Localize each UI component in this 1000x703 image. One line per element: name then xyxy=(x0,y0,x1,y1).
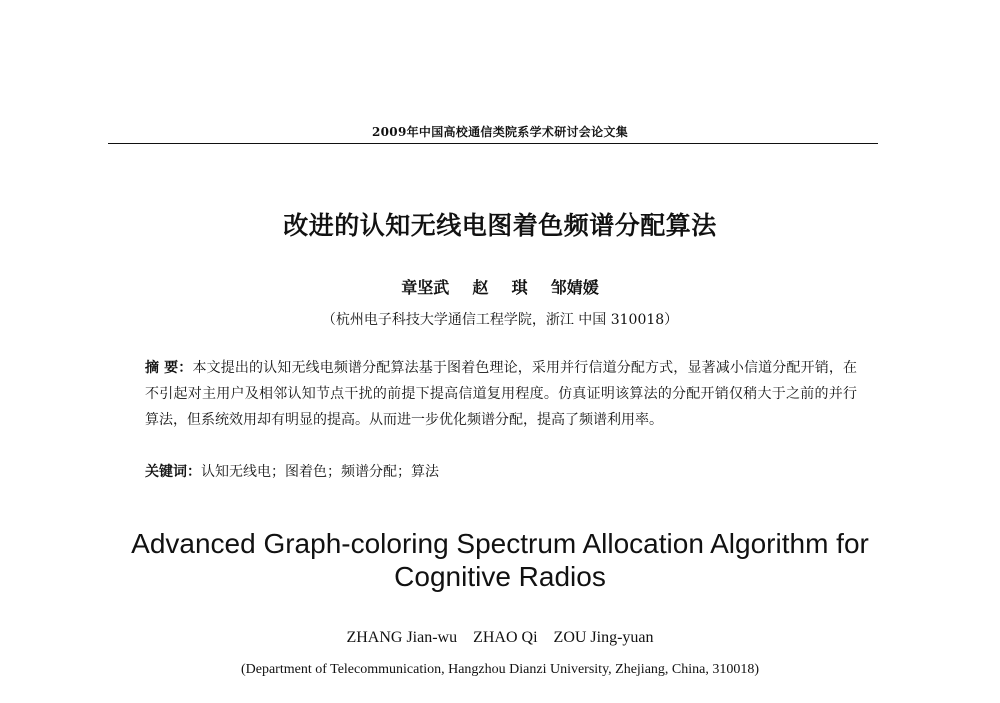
english-title: Advanced Graph-coloring Spectrum Allocation Algorithm for Cognitive Radios xyxy=(131,528,869,592)
header-rule xyxy=(108,143,878,144)
keywords-label: 关键词： xyxy=(145,464,201,480)
chinese-authors: 章坚武 赵 琪 邹婧媛 xyxy=(401,278,599,297)
running-header: 2009年中国高校通信类院系学术研讨会论文集 xyxy=(372,125,628,139)
abstract-text: 本文提出的认知无线电频谱分配算法基于图着色理论，采用并行信道分配方式，显著减小信道分配开销，在不引起对主用户及相邻认知节点干扰的前提下提高信道复用程度。仿真证明该算法的分配开销仅稍大于之前的并行算法，但系统效用却有明显的提高。从而进一步优化频谱分配，提高了频谱利用率。 xyxy=(145,360,858,428)
chinese-title: 改进的认知无线电图着色频谱分配算法 xyxy=(283,211,717,240)
keywords-text: 认知无线电；图着色；频谱分配；算法 xyxy=(201,464,439,480)
english-authors: ZHANG Jian-wu ZHAO Qi ZOU Jing-yuan xyxy=(346,629,654,646)
chinese-affiliation: （杭州电子科技大学通信工程学院，浙江 中国 310018） xyxy=(321,312,679,328)
chinese-keywords xyxy=(145,461,857,483)
abstract-label: 摘 要： xyxy=(145,360,193,376)
chinese-abstract xyxy=(145,355,857,433)
english-affiliation: (Department of Telecommunication, Hangzhou Dianzi University, Zhejiang, China, 310018) xyxy=(240,662,760,677)
